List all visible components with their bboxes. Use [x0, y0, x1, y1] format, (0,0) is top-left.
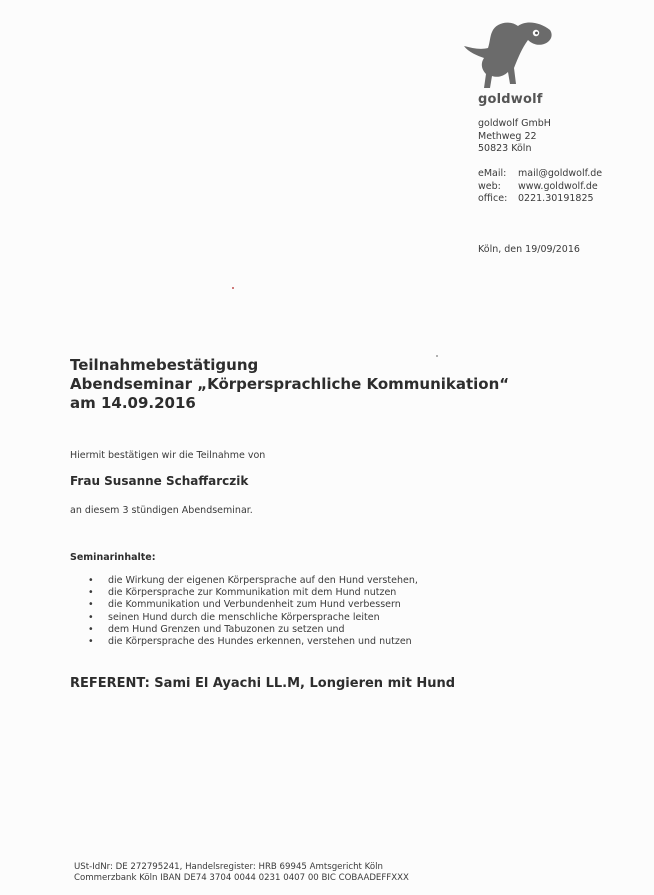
list-item-text: die Wirkung der eigenen Körpersprache auf den Hund verstehen, [108, 575, 418, 586]
address-line: 50823 Köln [478, 143, 532, 154]
footer [74, 862, 409, 884]
list-item-text: seinen Hund durch die menschliche Körpersprache leiten [108, 611, 380, 623]
list-item [88, 636, 418, 648]
intro-text: Hiermit bestätigen wir die Teilnahme von [70, 450, 266, 461]
bullet-icon: • [88, 636, 94, 648]
address-line: goldwolf GmbH [478, 118, 551, 129]
contact-email [478, 168, 602, 181]
contact-key: web: [478, 180, 501, 192]
contact-web [478, 181, 602, 194]
list-item [88, 575, 418, 587]
list-item-text: die Körpersprache zur Kommunikation mit dem Hund nutzen [108, 587, 397, 599]
footer-line: USt-IdNr: DE 272795241, Handelsregister: HRB 69945 Amtsgericht Köln [74, 862, 383, 872]
list-item-text: die Körpersprache des Hundes erkennen, verstehen und nutzen [108, 636, 412, 648]
duration-text: an diesem 3 stündigen Abendseminar. [70, 505, 253, 516]
address-line: Methweg 22 [478, 130, 537, 142]
referent-line: REFERENT: Sami El Ayachi LL.M, Longieren mit Hund [70, 676, 456, 691]
brand-name: goldwolf [478, 92, 543, 107]
company-address [478, 118, 551, 156]
contact-key: eMail: [478, 168, 507, 179]
contact-value: www.goldwolf.de [518, 180, 598, 192]
title-line: Teilnahmebestätigung [70, 356, 259, 374]
contact-value: mail@goldwolf.de [518, 168, 603, 179]
bullet-icon: • [88, 611, 94, 623]
footer-line: Commerzbank Köln IBAN DE74 3704 0044 0231 0407 00 BIC COBAADEFFXXX [74, 873, 409, 883]
contact-value: 0221.30191825 [518, 193, 594, 204]
list-item-text: die Kommunikation und Verbundenheit zum Hund verbessern [108, 599, 401, 611]
title-line: am 14.09.2016 [70, 394, 196, 412]
list-item [88, 599, 418, 611]
list-item [88, 612, 418, 624]
contact-block [478, 168, 602, 206]
date-line: Köln, den 19/09/2016 [478, 244, 580, 255]
section-label: Seminarinhalte: [70, 552, 156, 563]
wolf-logo-icon [460, 18, 560, 90]
document-title [70, 356, 509, 413]
title-line: Abendseminar „Körpersprachliche Kommunikation“ [70, 375, 510, 393]
contact-key: office: [478, 193, 508, 204]
bullet-icon: • [88, 587, 94, 599]
list-item [88, 624, 418, 636]
scan-speck [232, 287, 234, 289]
contact-office [478, 193, 602, 206]
bullet-icon: • [88, 599, 94, 611]
bullet-icon: • [88, 623, 94, 635]
list-item [88, 587, 418, 599]
recipient-name: Frau Susanne Schaffarczik [70, 474, 249, 488]
seminar-content-list [88, 575, 418, 648]
list-item-text: dem Hund Grenzen und Tabuzonen zu setzen und [108, 623, 345, 635]
bullet-icon: • [88, 575, 94, 586]
